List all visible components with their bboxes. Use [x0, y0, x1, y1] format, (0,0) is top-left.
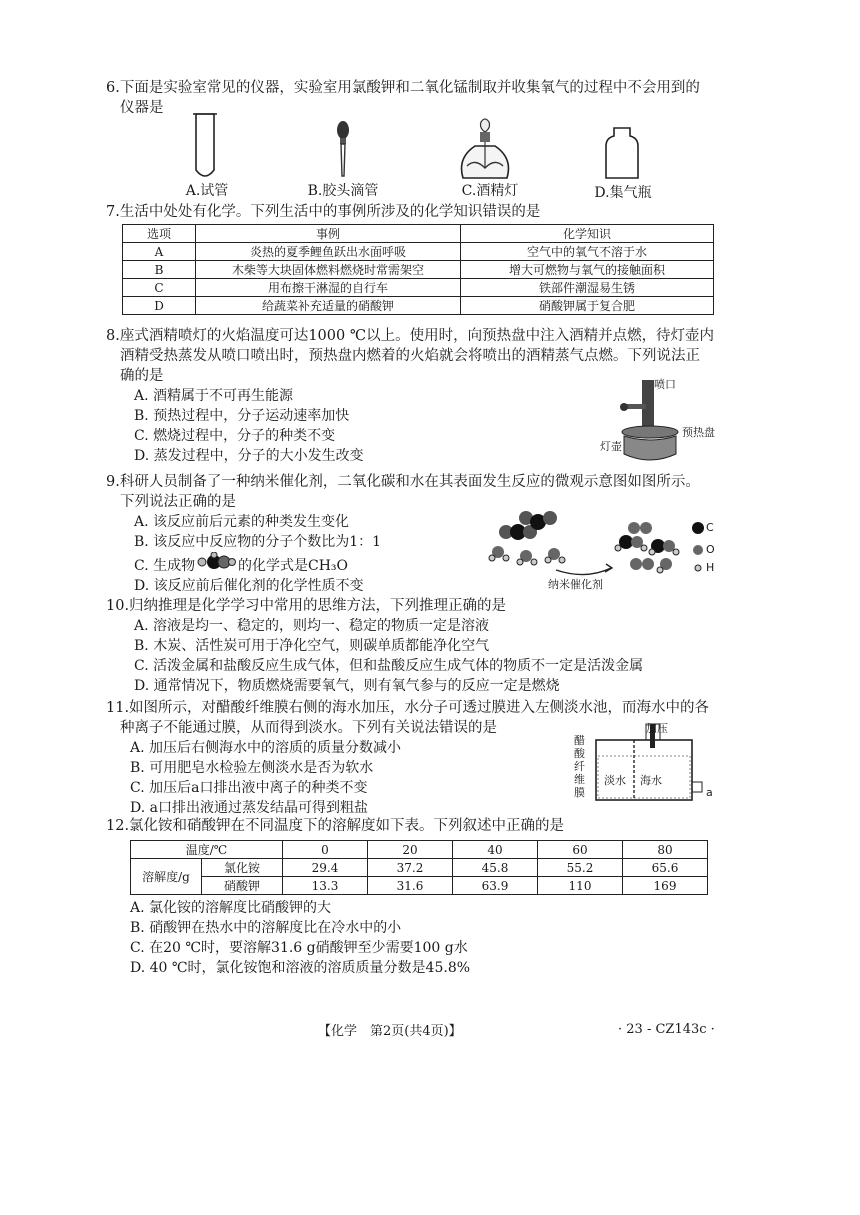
q12-value-cell: 31.6	[368, 877, 453, 895]
q6-option-c: C.酒精灯	[461, 183, 519, 199]
q7-cell: 空气中的氧气不溶于水	[461, 243, 714, 261]
q8-stem-line2: 酒精受热蒸发从喷口喷出时，预热盘内燃着的火焰就会将喷出的酒精蒸气点燃。下列说法正	[120, 348, 700, 364]
q10-option-b: B. 木炭、活性炭可用于净化空气，则碳单质都能净化空气	[134, 638, 490, 654]
q9-stem-line2: 下列说法正确的是	[120, 494, 236, 510]
q7-cell: 用布擦干淋湿的自行车	[196, 279, 461, 297]
q7-cell: 炎热的夏季鲤鱼跃出水面呼吸	[196, 243, 461, 261]
q12-temp-cell: 20	[368, 841, 453, 859]
q7-stem: 7.生活中处处有化学。下列生活中的事例所涉及的化学知识错误的是	[106, 204, 541, 220]
q11-option-d: D. a口排出液通过蒸发结晶可得到粗盐	[130, 800, 368, 816]
q12-value-cell: 45.8	[453, 859, 538, 877]
q12-value-cell: 169	[623, 877, 708, 895]
q9-option-b: B. 该反应中反应物的分子个数比为1：1	[134, 534, 382, 550]
q12-value-cell: 65.6	[623, 859, 708, 877]
q12-option-c: C. 在20 ℃时，要溶解31.6 g硝酸钾至少需要100 g水	[130, 940, 468, 956]
co2-molecule-icon	[499, 524, 537, 540]
q7-header-example: 事例	[196, 225, 461, 243]
q11-option-c: C. 加压后a口排出液中离子的种类不变	[130, 780, 368, 796]
q8-option-d: D. 蒸发过程中，分子的大小发生改变	[134, 448, 364, 464]
q11-option-a: A. 加压后右侧海水中的溶质的质量分数减小	[130, 740, 402, 756]
q12-option-a: A. 氯化铵的溶解度比硝酸钾的大	[130, 900, 332, 916]
q9-option-c-part1: C. 生成物	[134, 558, 196, 574]
q12-temp-cell: 0	[283, 841, 368, 859]
q10-option-d: D. 通常情况下，物质燃烧需要氧气，则有氧气参与的反应一定是燃烧	[134, 678, 560, 694]
q11-stem-line1: 11.如图所示，对醋酸纤维膜右侧的海水加压，水分子可透过膜进入左侧淡水池，而海水中的各	[106, 700, 710, 716]
q7-cell: D	[123, 297, 196, 315]
q8-option-c: C. 燃烧过程中，分子的种类不变	[134, 428, 336, 444]
table-row	[123, 243, 714, 261]
q10-option-c: C. 活泼金属和盐酸反应生成气体，但和盐酸反应生成气体的物质不一定是活泼金属	[134, 658, 644, 674]
q9-option-c-part2: 的化学式是CH₃O	[238, 558, 349, 574]
q12-stem: 12.氯化铵和硝酸钾在不同温度下的溶解度如下表。下列叙述中正确的是	[106, 818, 565, 834]
q12-temp-cell: 60	[538, 841, 623, 859]
q11-option-b: B. 可用肥皂水检验左侧淡水是否为软水	[130, 760, 374, 776]
nozzle-label: 喷口	[654, 378, 676, 391]
q12-option-d: D. 40 ℃时，氯化铵饱和溶液的溶质质量分数是45.8%	[130, 960, 471, 976]
q12-solubility-label: 溶解度/g	[131, 859, 202, 895]
q12-temp-cell: 40	[453, 841, 538, 859]
q12-temp-cell: 80	[623, 841, 708, 859]
q7-header-knowledge: 化学知识	[461, 225, 714, 243]
q7-cell: 铁部件潮湿易生锈	[461, 279, 714, 297]
table-row	[123, 261, 714, 279]
pressurize-label: 加压	[646, 722, 668, 735]
q12-value-cell: 63.9	[453, 877, 538, 895]
legend-o-label: O	[706, 543, 715, 556]
table-row	[131, 877, 708, 895]
q9-option-a: A. 该反应前后元素的种类发生变化	[134, 514, 350, 530]
q10-option-a: A. 溶液是均一、稳定的，则均一、稳定的物质一定是溶液	[134, 618, 490, 634]
q12-value-cell: 13.3	[283, 877, 368, 895]
q7-cell: 增大可燃物与氧气的接触面积	[461, 261, 714, 279]
co2-molecule-icon	[519, 511, 557, 530]
q8-stem-line3: 确的是	[120, 368, 164, 384]
q6-option-a: A.试管	[185, 183, 229, 199]
q6-option-d: D.集气瓶	[594, 185, 652, 201]
preheat-pan-label: 预热盘	[682, 426, 715, 439]
q6-stem-line1: 6.下面是实验室常见的仪器，实验室用氯酸钾和二氧化锰制取并收集氧气的过程中不会用到的	[106, 80, 700, 96]
lamp-pot-label: 灯壶	[600, 440, 622, 453]
q7-cell: B	[123, 261, 196, 279]
gas-jar-icon	[602, 126, 642, 182]
q12-substance-name: 硝酸钾	[202, 877, 283, 895]
page-footer-left: 【化学 第2页(共4页)】	[318, 1024, 462, 1039]
alcohol-blowtorch-icon	[612, 374, 692, 466]
catalyst-label: 纳米催化剂	[548, 578, 603, 591]
q7-cell: 硝酸钾属于复合肥	[461, 297, 714, 315]
q6-stem-line2: 仪器是	[120, 100, 164, 116]
methanol-molecule-icon	[196, 552, 236, 572]
page-footer-right: · 23 - CZ143c ·	[618, 1022, 715, 1037]
q12-substance-name: 氯化铵	[202, 859, 283, 877]
q10-stem: 10.归纳推理是化学学习中常用的思维方法，下列推理正确的是	[106, 598, 507, 614]
table-row	[123, 279, 714, 297]
test-tube-icon	[190, 112, 220, 182]
q12-temp-header: 温度/℃	[131, 841, 283, 859]
q11-stem-line2: 种离子不能通过膜，从而得到淡水。下列有关说法错误的是	[120, 720, 497, 736]
q7-table	[122, 224, 714, 315]
q7-cell: A	[123, 243, 196, 261]
q9-option-d: D. 该反应前后催化剂的化学性质不变	[134, 578, 364, 594]
q12-value-cell: 37.2	[368, 859, 453, 877]
q12-solubility-table	[130, 840, 708, 895]
legend-h-label: H	[706, 561, 715, 574]
membrane-label: 醋酸纤维膜	[574, 734, 585, 799]
alcohol-lamp-icon	[455, 118, 515, 182]
q8-option-a: A. 酒精属于不可再生能源	[134, 388, 294, 404]
table-row	[131, 859, 708, 877]
q8-option-b: B. 预热过程中，分子运动速率加快	[134, 408, 350, 424]
legend-c-label: C	[706, 521, 714, 534]
outlet-a-label: a	[706, 786, 713, 799]
q6-option-b: B.胶头滴管	[307, 183, 379, 199]
q7-header-option: 选项	[123, 225, 196, 243]
q12-option-b: B. 硝酸钾在热水中的溶解度比在冷水中的小	[130, 920, 402, 936]
q12-value-cell: 110	[538, 877, 623, 895]
q8-stem-line1: 8.座式酒精喷灯的火焰温度可达1000 ℃以上。使用时，向预热盘中注入酒精并点燃，待灯壶内	[106, 328, 715, 344]
q12-value-cell: 55.2	[538, 859, 623, 877]
q7-cell: 给蔬菜补充适量的硝酸钾	[196, 297, 461, 315]
q12-value-cell: 29.4	[283, 859, 368, 877]
dropper-icon	[330, 120, 356, 180]
q9-stem-line1: 9.科研人员制备了一种纳米催化剂，二氧化碳和水在其表面发生反应的微观示意图如图所示。	[106, 474, 700, 490]
table-row	[123, 297, 714, 315]
q7-cell: 木柴等大块固体燃料燃烧时常需架空	[196, 261, 461, 279]
fresh-water-label: 淡水	[604, 774, 626, 787]
q7-cell: C	[123, 279, 196, 297]
seawater-label: 海水	[640, 774, 662, 787]
